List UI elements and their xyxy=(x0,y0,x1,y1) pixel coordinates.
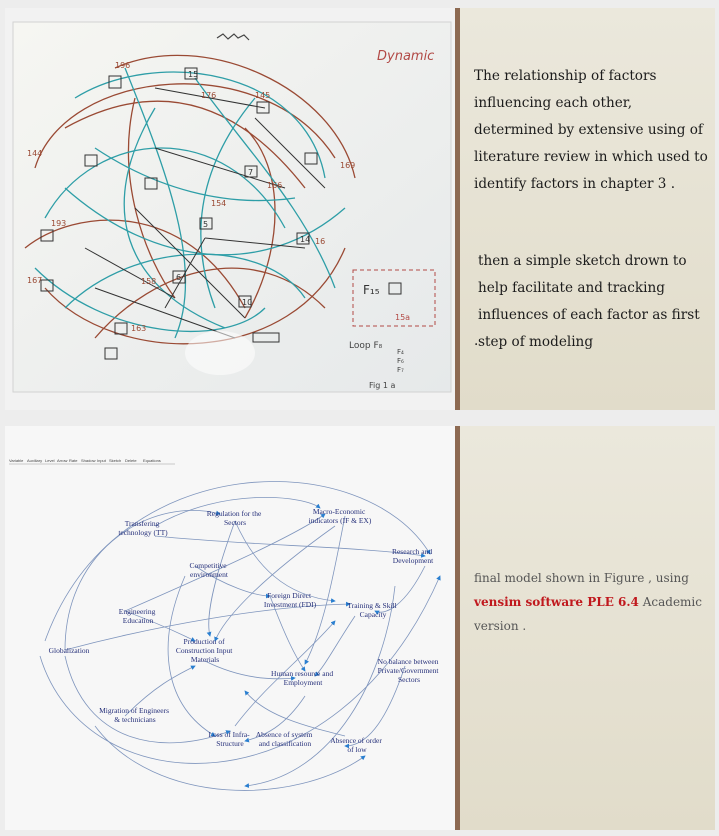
sketch-number: 7 xyxy=(248,168,254,177)
sketch-number: 176 xyxy=(201,91,217,100)
sketch-number: 167 xyxy=(27,276,43,285)
sketch-number: 14 xyxy=(300,235,311,244)
toolbar-item[interactable]: Equations xyxy=(143,458,161,463)
node-macro-economic: Macro-Economic indicators (IF & EX) xyxy=(308,507,372,525)
toolbar-item[interactable]: Rate xyxy=(69,458,78,463)
notes-outro: Academic version . xyxy=(474,595,702,633)
sketch-number: 6 xyxy=(176,273,182,282)
node-competitive-environment: Competitive environment xyxy=(189,561,228,579)
toolbar-item[interactable]: Level xyxy=(45,458,55,463)
sketch-loop-item: F₄ xyxy=(397,348,404,356)
sketch-loop-item: F₇ xyxy=(397,366,404,374)
node-fdi: Foreign Direct Investment (FDI) xyxy=(263,591,317,609)
sketch-number: 5 xyxy=(203,220,209,229)
notes-paragraph-relationship: The relationship of factors influencing each other, determined by extensive using of literature review in which used to identify factors in chapter 3 . xyxy=(474,68,708,192)
whiteboard-sketch xyxy=(5,8,455,410)
sketch-number: 144 xyxy=(27,149,43,158)
sketch-legend-box: F₁₅ xyxy=(363,283,380,297)
notes-intro: final model shown in Figure , using xyxy=(474,571,689,585)
node-production-materials: Production of Construction Input Materials xyxy=(175,637,233,664)
sketch-heading: Dynamic xyxy=(377,49,435,64)
node-loss-infrastructure: Loss of Infra- Structure xyxy=(208,730,250,748)
sketch-number: 158 xyxy=(141,277,157,286)
node-training-skill: Training & Skill Capacity xyxy=(347,601,397,619)
node-human-resource: Human resource and Employment xyxy=(271,669,334,687)
toolbar-item[interactable]: Input xyxy=(97,458,106,463)
node-absence-system: Absence of system and classification xyxy=(255,730,313,748)
node-regulation: Regulation for the Sectors xyxy=(206,509,262,527)
slide-whiteboard-sketch xyxy=(5,8,715,410)
sketch-number: 16 xyxy=(315,237,326,246)
sketch-number: 15 xyxy=(188,70,199,79)
toolbar-item[interactable]: Arrow xyxy=(57,458,68,463)
toolbar-item[interactable]: Shadow xyxy=(81,458,96,463)
sketch-number: 163 xyxy=(131,324,147,333)
causal-loop-diagram xyxy=(5,426,455,830)
sketch-loop-item: F₆ xyxy=(397,357,404,365)
sketch-number: 145 xyxy=(255,91,271,100)
toolbar-item[interactable]: Variable xyxy=(9,458,24,463)
toolbar-item[interactable]: Auxiliary xyxy=(27,458,43,463)
notes-paragraph-final-model xyxy=(474,566,710,638)
node-transfering-technology: Transfering technology (TT) xyxy=(118,519,168,537)
sketch-number: 166 xyxy=(267,181,283,190)
toolbar-item[interactable]: Sketch xyxy=(109,458,122,463)
sketch-loop-label: Loop F₈ xyxy=(349,341,383,351)
toolbar-item[interactable]: Delete xyxy=(125,458,137,463)
slide-notes xyxy=(460,8,715,410)
sketch-number: 169 xyxy=(340,161,356,170)
sketch-number: 10 xyxy=(242,298,253,307)
node-no-balance: No balance between Private/Government Sectors xyxy=(377,657,439,684)
notes-software-name: vensim software PLE 6.4 xyxy=(474,595,639,609)
node-migration-engineers: Migration of Engineers & technicians xyxy=(99,706,170,724)
node-engineering-education: Engineering Education xyxy=(118,607,156,625)
sketch-number: 196 xyxy=(115,61,131,70)
sketch-corner-note: Fig 1 a xyxy=(369,381,396,390)
sketch-legend-value: 15a xyxy=(395,313,411,322)
node-absence-order: Absence of order of low xyxy=(330,736,382,754)
node-research-development: Research and Development xyxy=(391,547,434,565)
slide-notes xyxy=(460,426,715,830)
node-globalization: Globalization xyxy=(48,646,90,655)
notes-paragraph-tail: . xyxy=(474,333,479,349)
slide-vensim-model xyxy=(5,426,715,830)
sketch-number: 154 xyxy=(211,199,227,208)
notes-paragraph-sketch: then a simple sketch drown to help facilitate and tracking influences of each factor as first step of modeling xyxy=(478,253,700,350)
whiteboard-photo xyxy=(5,8,455,410)
sketch-number: 193 xyxy=(51,219,67,228)
vensim-screenshot xyxy=(5,426,455,830)
